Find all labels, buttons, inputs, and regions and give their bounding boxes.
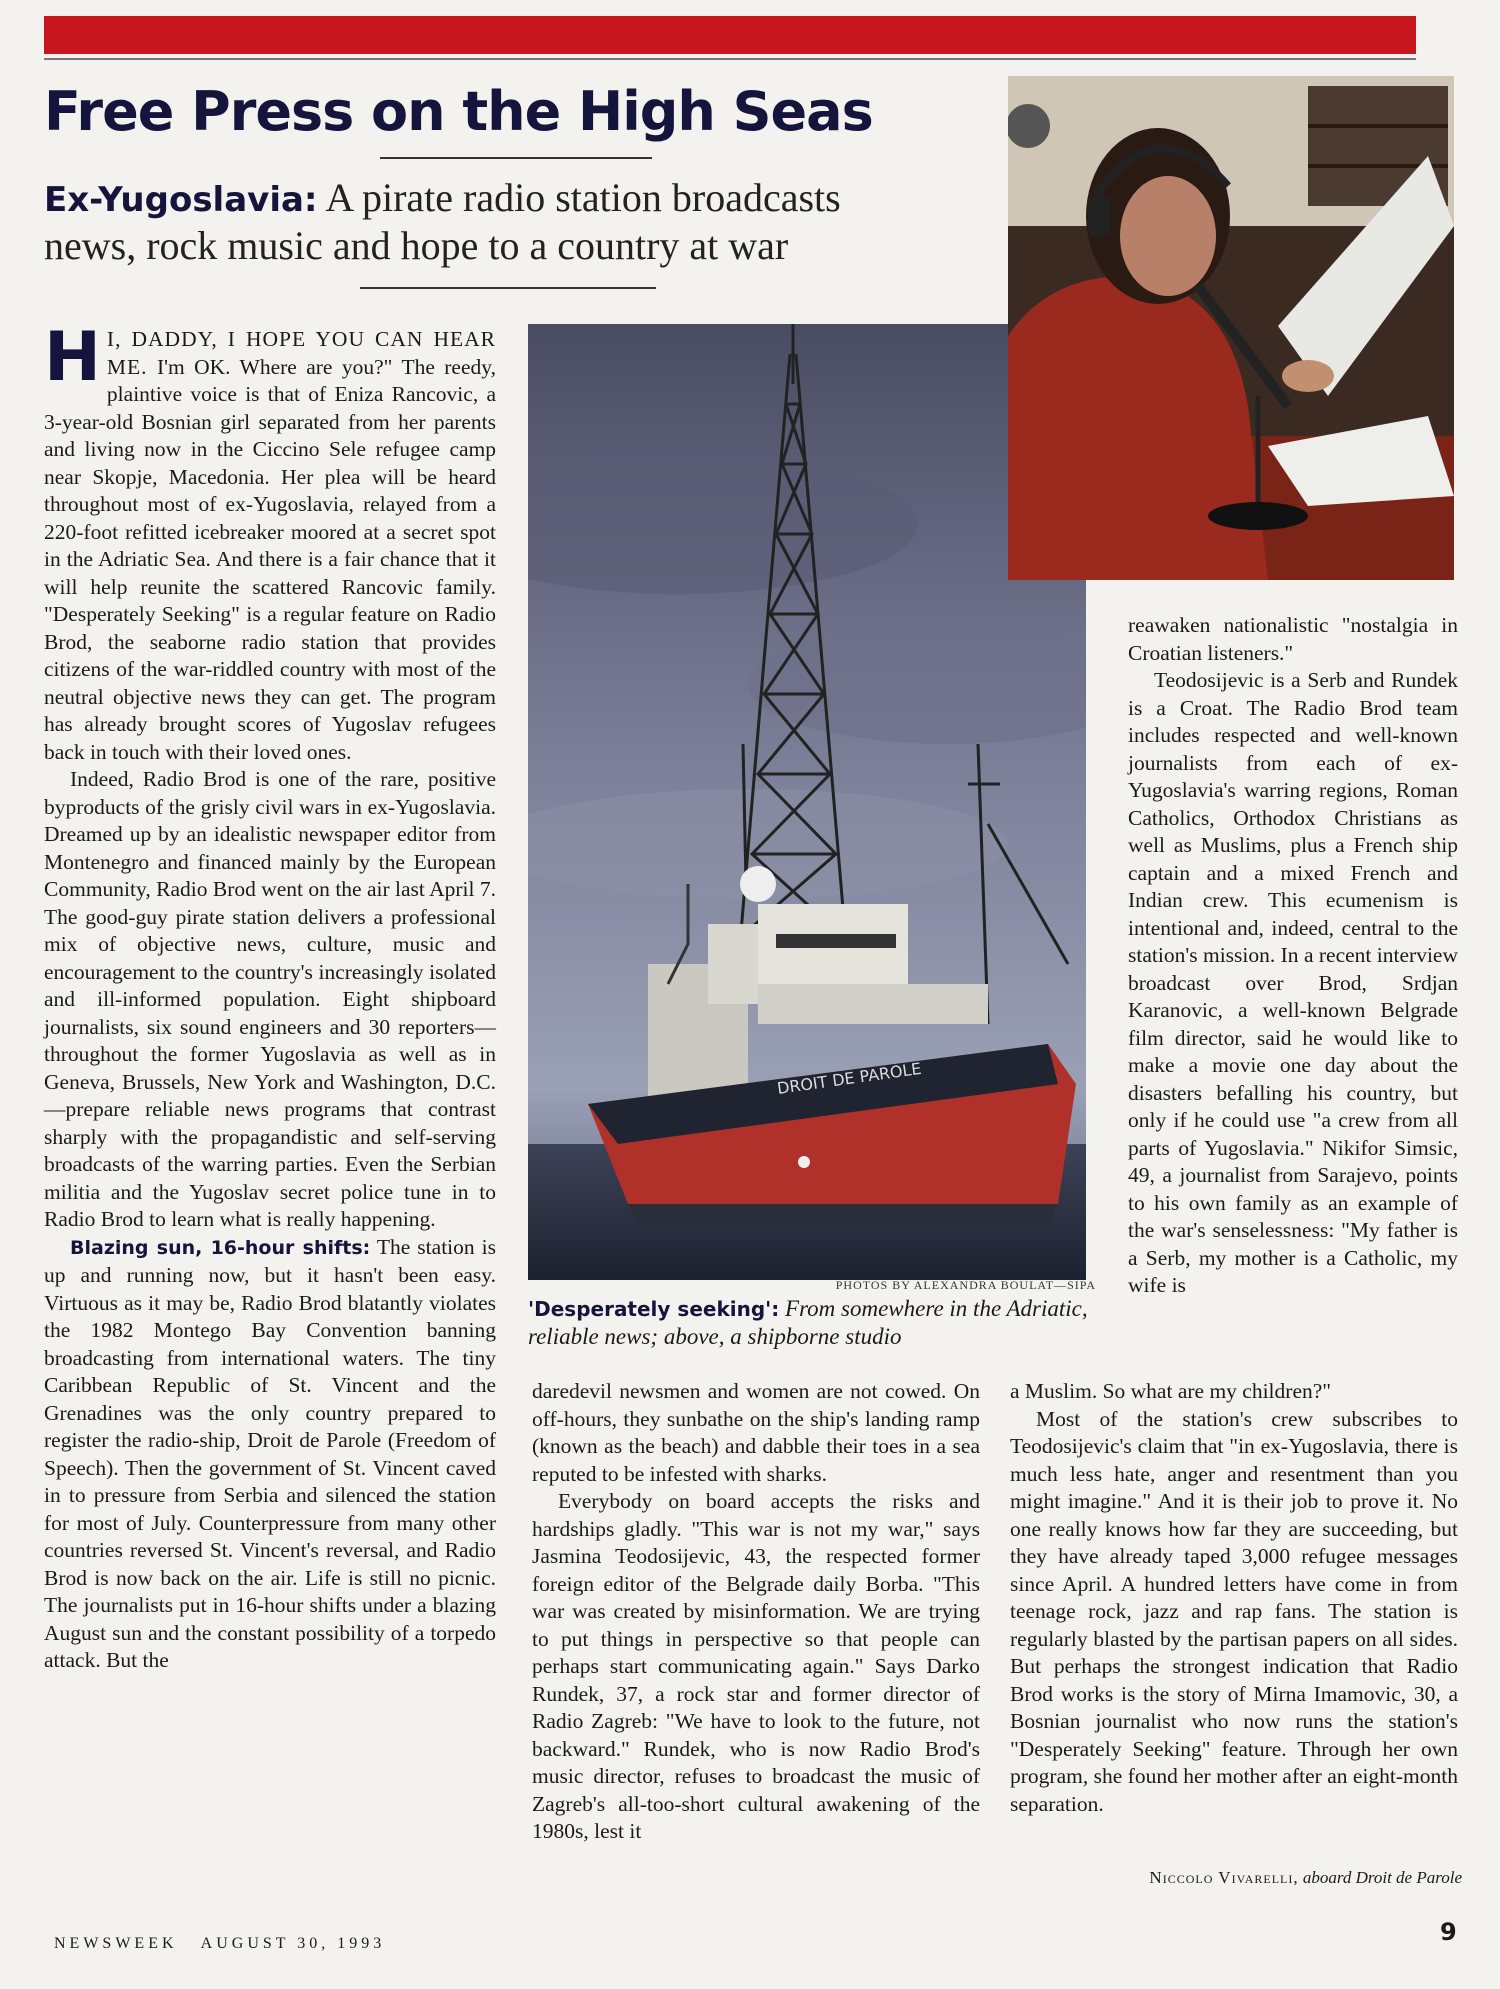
drop-cap: H xyxy=(44,318,101,397)
paragraph: Indeed, Radio Brod is one of the rare, positive byproducts of the grisly civil wars in ex-Yugoslavia. Dreamed up by an idealistic newspaper editor from Montenegro and financed mainly by the European Community, Radio Brod went on the air last April 7. The good-guy pirate station delivers a professional mix of objective news, culture, music and encouragement to the country's increasingly isolated and ill-informed population. Eight shipboard journalists, six sound engineers and 30 reporters—throughout the former Yugoslavia as well as in Geneva, Brussels, New York and Washington, D.C.—prepare reliable news programs that contrast sharply with the propagandistic and self-serving broadcasts of the warring parties. Even the Serbian militia and the Yugoslav secret police tune in to Radio Brod to learn what is really happening. xyxy=(44,767,496,1231)
deck-line1: A pirate radio station broadcasts xyxy=(325,175,841,220)
caption-text: From somewhere in the Adriatic, reliable news; above, a shipborne studio xyxy=(528,1296,1088,1349)
ship-photo xyxy=(528,324,1086,1280)
paragraph: Everybody on board accepts the risks and hardships gladly. "This war is not my war," says Jasmina Teodosijevic, 43, the respected former foreign editor of the Belgrade daily Borba. "This war was created by misinformation. We are trying to put things in perspective so that people can perhaps start communicating again." Says Darko Rundek, 37, a rock star and former director of Radio Zagreb: "We have to look to the future, not backward." Rundek, who is now Radio Brod's music director, refuses to broadcast the music of Zagreb's all-too-short cultural awakening of the 1980s, lest it xyxy=(532,1489,980,1843)
top-rule xyxy=(44,58,1416,60)
article-column-3-upper xyxy=(1128,612,1458,1300)
paragraph: Teodosijevic is a Serb and Rundek is a Croat. The Radio Brod team includes respected and well-known journalists from each of ex-Yugoslavia's warring regions, Roman Catholics, Orthodox Christians as well as Muslims, plus a French ship captain and a mixed French and Indian crew. This ecumenism is intentional and, indeed, central to the station's mission. In a recent interview broadcast over Brod, Srdjan Karanovic, a well-known Belgrade film director, said he would like to make a movie one day about the disasters befalling his country, but only if he could use "a crew from all parts of Yugoslavia." Nikifor Simsic, 49, a journalist from Sarajevo, points to his own family as an example of the war's senselessness: "My father is a Serb, my mother is a Catholic, my wife is xyxy=(1128,668,1458,1297)
photo-caption xyxy=(528,1295,1096,1351)
page-number: 9 xyxy=(1440,1918,1457,1946)
ship-name-text: DROIT DE PAROLE xyxy=(775,1058,923,1098)
article-column-1 xyxy=(44,318,496,1675)
photo-credit: PHOTOS BY ALEXANDRA BOULAT—SIPA xyxy=(835,1278,1096,1292)
deck xyxy=(44,175,1004,268)
deck-line2: news, rock music and hope to a country at war xyxy=(44,223,789,268)
caption-lead: 'Desperately seeking': xyxy=(528,1297,780,1321)
paragraph: reawaken nationalistic "nostalgia in Croatian listeners." xyxy=(1128,613,1458,665)
footer-magazine: NEWSWEEK xyxy=(54,1935,178,1952)
opening-caps: I, DADDY, I HOPE YOU CAN HEAR ME. xyxy=(106,327,496,379)
article-column-2 xyxy=(532,1378,980,1846)
byline-name: Niccolo Vivarelli, xyxy=(1149,1868,1299,1887)
paragraph: Most of the station's crew subscribes to Teodosijevic's claim that "in ex-Yugoslavia, there is much less hate, anger and resentment than you might imagine." And it is their job to prove it. No one really knows how far they are succeeding, but they have already taped 3,000 refugee messages since April. A hundred letters have come in from teenage rock, jazz and rap fans. The station is regularly blasted by the partisan papers on all sides. But perhaps the strongest indication that Radio Brod works is the story of Mirna Imamovic, 30, a Bosnian journalist who now runs the station's "Desperately Seeking" feature. Through her own program, she found her mother after an eight-month separation. xyxy=(1010,1406,1458,1816)
subhead: Blazing sun, 16-hour shifts: xyxy=(70,1236,371,1259)
headline: Free Press on the High Seas xyxy=(44,80,873,143)
footer-date: AUGUST 30, 1993 xyxy=(200,1935,386,1952)
paragraph: daredevil newsmen and women are not cowed. On off-hours, they sunbathe on the ship's landing ramp (known as the beach) and dabble their toes in a sea reputed to be infested with sharks. xyxy=(532,1379,980,1486)
headline-rule xyxy=(380,157,652,159)
studio-illustration xyxy=(1008,76,1454,580)
page-footer xyxy=(54,1935,385,1953)
paragraph-text: The station is up and running now, but it hasn't been easy. Virtuous as it may be, Radio Brod blatantly violates the 1982 Montego Bay Convention banning broadcasting from international waters. The tiny Caribbean Republic of St. Vincent and the Grenadines was the only country prepared to register the radio-ship, Droit de Parole (Freedom of Speech). Then the government of St. Vincent caved in to pressure from Serbia and silenced the station for most of July. Counterpressure from many other countries reversed St. Vincent's reversal, and Radio Brod is now back on the air. Life is still no picnic. The journalists put in 16-hour shifts under a blazing August sun and the constant possibility of a torpedo attack. But the xyxy=(44,1234,496,1672)
deck-rule xyxy=(360,287,656,289)
paragraph xyxy=(44,318,496,766)
byline xyxy=(1000,1868,1462,1888)
paragraph: a Muslim. So what are my children?" xyxy=(1010,1379,1332,1403)
article-column-3-lower xyxy=(1010,1378,1458,1818)
paragraph-text: I'm OK. Where are you?" The reedy, plaintive voice is that of Eniza Rancovic, a 3-year-old Bosnian girl separated from her parents and living now in the Ciccino Sele refugee camp near Skopje, Macedonia. Her plea will be heard throughout most of ex-Yugoslavia, relayed from a 220-foot refitted icebreaker moored at a secret spot in the Adriatic Sea. And there is a fair chance that it will help reunite the scattered Rancovic family. "Desperately Seeking" is a regular feature on Radio Brod, the seaborne radio station that provides citizens of the war-riddled country with most of the neutral objective news they can get. The program has already brought scores of Yugoslav refugees back in touch with their loved ones. xyxy=(44,354,496,764)
paragraph xyxy=(44,1234,496,1675)
byline-place: aboard Droit de Parole xyxy=(1302,1868,1462,1887)
studio-photo xyxy=(1008,76,1454,580)
top-red-bar xyxy=(44,16,1416,54)
ship-illustration xyxy=(528,324,1086,1280)
deck-kicker: Ex-Yugoslavia: xyxy=(44,180,318,220)
